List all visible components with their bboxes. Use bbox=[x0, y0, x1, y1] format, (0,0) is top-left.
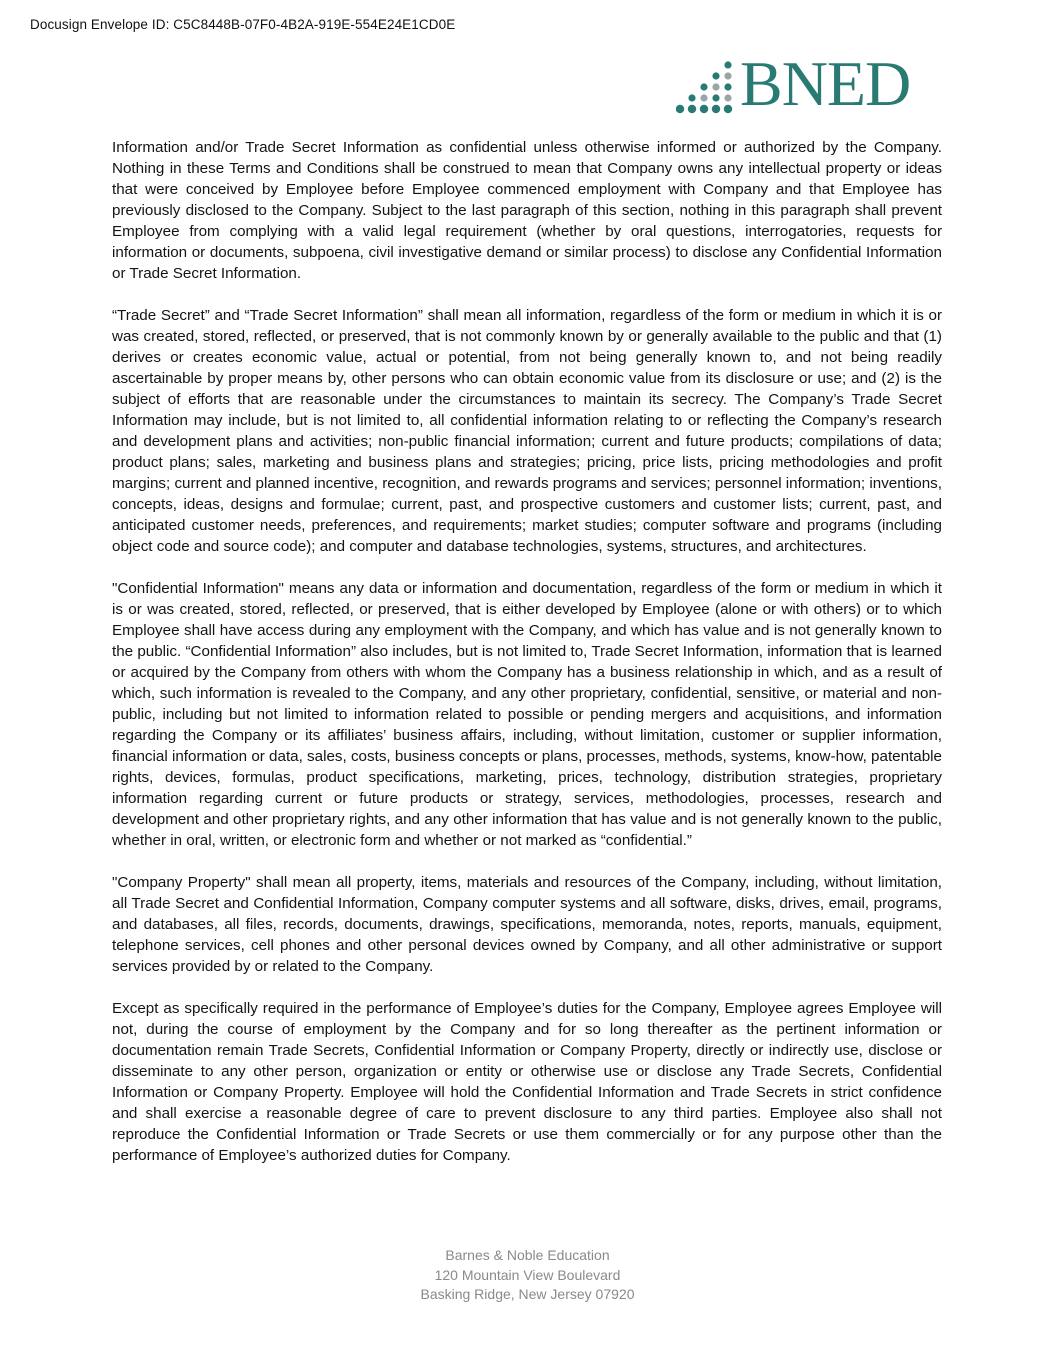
footer-company-name: Barnes & Noble Education bbox=[445, 1247, 610, 1263]
logo-dot bbox=[700, 83, 707, 90]
logo-dot bbox=[676, 105, 684, 113]
logo-dot bbox=[700, 94, 707, 101]
paragraph-confidentiality-intro: Information and/or Trade Secret Information as confidential unless otherwise informed or authorized by the Company. Nothing in these Terms and Conditions shall be construed to mean that Company owns any intellectual property or ideas that were conceived by Employee before Employee commenced employment with Company and that Employee has previously disclosed to the Company. Subject to the last paragraph of this section, nothing in this paragraph shall prevent Employee from complying with a valid legal requirement (whether by oral questions, interrogatories, requests for information or documents, subpoena, civil investigative demand or similar process) to disclose any Confidential Information or Trade Secret Information. bbox=[112, 139, 942, 282]
document-body bbox=[112, 137, 942, 1187]
logo-dot bbox=[700, 105, 708, 113]
bned-logo bbox=[676, 48, 946, 119]
logo-dot bbox=[724, 83, 731, 90]
docusign-envelope-id: Docusign Envelope ID: C5C8448B-07F0-4B2A-919E-554E24E1CD0E bbox=[30, 17, 456, 32]
logo-dot bbox=[712, 94, 719, 101]
logo-dots-icon bbox=[676, 60, 738, 118]
logo-wordmark: BNED bbox=[740, 48, 911, 119]
footer-street-address: 120 Mountain View Boulevard bbox=[434, 1266, 621, 1283]
paragraph-confidential-information-definition: "Confidential Information" means any data or information and documentation, regardless of the form or medium in which it is or was created, stored, reflected, or preserved, that is either developed by Employee (alone or with others) or to which Employee shall have access during any employment with the Company, and which has value and is not generally known to the public. “Confidential Information” also includes, but is not limited to, Trade Secret Information, information that is learned or acquired by the Company from others with whom the Company has a business relationship in which, and as a result of which, such information is revealed to the Company, and any other proprietary, confidential, sensitive, or material and non-public, including but not limited to information related to possible or pending mergers and acquisitions, and information regarding the Company or its affiliates’ business affairs, including, without limitation, customer or supplier information, financial information or data, sales, costs, business concepts or plans, processes, methods, systems, know-how, patentable rights, devices, formulas, product specifications, marketing, prices, technology, distribution strategies, proprietary information regarding current or future products or strategy, services, methodologies, processes, research and development and other proprietary rights, and any other information that has value and is not generally known to the public, whether in oral, written, or electronic form and whether or not marked as “confidential.” bbox=[112, 580, 942, 849]
logo-dot bbox=[724, 72, 731, 79]
logo-dot bbox=[712, 83, 719, 90]
logo-dot bbox=[724, 94, 731, 101]
logo-dot bbox=[712, 105, 720, 113]
logo-dot bbox=[724, 105, 732, 113]
footer-city-state-zip: Basking Ridge, New Jersey 07920 bbox=[420, 1286, 635, 1302]
paragraph-company-property-definition: "Company Property" shall mean all property, items, materials and resources of the Company, including, without limitation, all Trade Secret and Confidential Information, Company computer systems and all software, disks, drives, email, programs, and databases, all files, records, documents, drawings, specifications, memoranda, notes, reports, manuals, equipment, telephone services, cell phones and other personal devices owned by Company, and all other administrative or support services provided by or related to the Company. bbox=[112, 874, 942, 975]
logo-dot bbox=[688, 105, 696, 113]
page-footer bbox=[0, 1246, 1055, 1305]
logo-dot bbox=[724, 61, 731, 68]
paragraph-trade-secret-definition: “Trade Secret” and “Trade Secret Information” shall mean all information, regardless of the form or medium in which it is or was created, stored, reflected, or preserved, that is not commonly known by or generally available to the public and that (1) derives or creates economic value, actual or potential, from not being generally known to, and not being readily ascertainable by proper means by, other persons who can obtain economic value from its disclosure or use; and (2) is the subject of efforts that are reasonable under the circumstances to maintain its secrecy. The Company’s Trade Secret Information may include, but is not limited to, all confidential information relating to or reflecting the Company’s research and development plans and activities; non-public financial information; current and future products; compilations of data; product plans; sales, marketing and business plans and strategies; pricing, price lists, pricing methodologies and profit margins; current and planned incentive, recognition, and rewards programs and services; personnel information; inventions, concepts, ideas, designs and formulae; current, past, and prospective customers and customer lists; current, past, and anticipated customer needs, preferences, and requirements; market studies; computer software and programs (including object code and source code); and computer and database technologies, systems, structures, and architectures. bbox=[112, 307, 942, 555]
paragraph-non-disclosure-obligation: Except as specifically required in the performance of Employee’s duties for the Company, Employee agrees Employee will not, during the course of employment by the Company and for so long thereafter as the pertinent information or documentation remain Trade Secrets, Confidential Information or Company Property, directly or indirectly use, disclose or disseminate to any other person, organization or entity or otherwise use or disclose any Trade Secrets, Confidential Information or Company Property. Employee will hold the Confidential Information and Trade Secrets in strict confidence and shall exercise a reasonable degree of care to prevent disclosure to any third parties. Employee also shall not reproduce the Confidential Information or Trade Secrets or use them commercially or for any purpose other than the performance of Employee’s authorized duties for Company. bbox=[112, 1000, 942, 1164]
logo-dot bbox=[688, 94, 695, 101]
logo-dot bbox=[712, 72, 719, 79]
